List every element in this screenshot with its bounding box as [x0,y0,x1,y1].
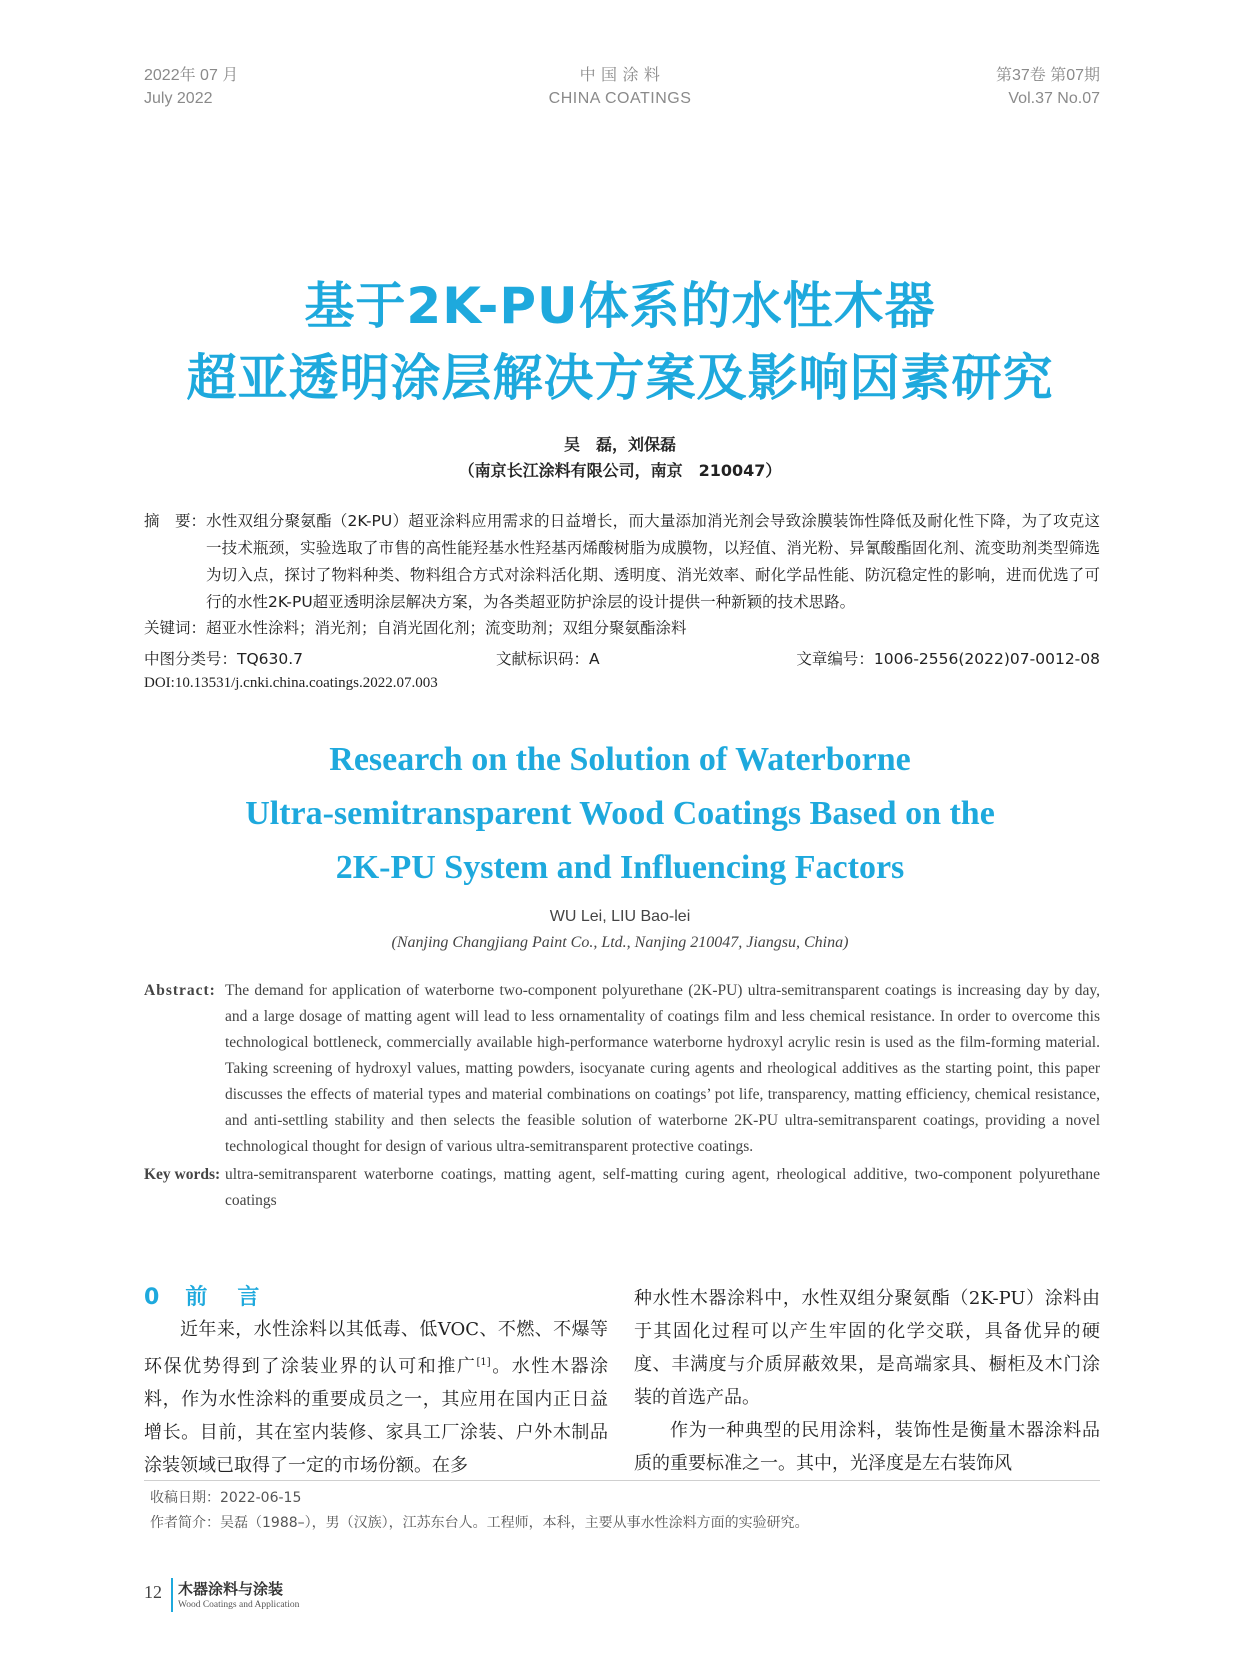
body-paragraph: 作为一种典型的民用涂料，装饰性是衡量木器涂料品质的重要标准之一。其中，光泽度是左右装饰风 [634,1420,1100,1474]
footnote-received: 收稿日期：2022-06-15 [150,1490,302,1506]
body-text: 。水性木器涂料，作为水性涂料的重要成员之一，其应用在国内正日益增长。目前，其在室内装修、家具工厂涂装、户外木制品涂装领域已取得了一定的市场份额。在多 [144,1356,609,1476]
body-text: 近年来，水性涂料以其低毒、低VOC、不燃、不爆等环保优势得到了涂装业界的认可和推广 [144,1319,608,1377]
section-title: 前 言 [185,1285,264,1310]
abstract-cn-label: 摘 要： [144,512,207,530]
title-cn-line1: 基于2K-PU体系的水性木器 [304,277,936,335]
keywords-cn-label: 关键词： [144,619,207,637]
title-cn-line2: 超亚透明涂层解决方案及影响因素研究 [186,349,1054,407]
keywords-en [144,1162,1100,1214]
footnote-author-bio: 作者简介：吴磊（1988–），男（汉族），江苏东台人。工程师，本科，主要从事水性涂料方面的实验研究。 [150,1515,809,1531]
doi: DOI:10.13531/j.cnki.china.coatings.2022.07.003 [144,675,438,691]
abstract-cn-text: 水性双组分聚氨酯（2K-PU）超亚涂料应用需求的日益增长，而大量添加消光剂会导致涂膜装饰性降低及耐化性下降，为了攻克这一技术瓶颈，实验选取了市售的高性能羟基水性羟基丙烯酸树脂为成膜物，以羟值、消光粉、异氰酸酯固化剂、流变助剂类型筛选为切入点，探讨了物料种类、物料组合方式对涂料活化期、透明度、消光效率、耐化学品性能、防沉稳定性的影响，进而优选了可行的水性2K-PU超亚透明涂层解决方案，为各类超亚防护涂层的设计提供一种新颖的技术思路。 [206,512,1100,611]
header-date-cn: 2022年 07 月 [144,67,239,84]
authors-en: WU Lei, LIU Bao-lei [549,908,691,925]
clc-number: 中图分类号：TQ630.7 [144,650,304,668]
body-column-left [144,1313,608,1482]
title-en-line2: Ultra-semitransparent Wood Coatings Based on the [245,795,995,832]
header-journal-cn: 中 国 涂 料 [579,67,661,84]
keywords-en-text: ultra-semitransparent waterborne coatings, matting agent, self-matting curing agent, rheological additive, two-component polyurethane coatings [225,1166,1100,1209]
body-paragraph: 种水性木器涂料中，水性双组分聚氨酯（2K-PU）涂料由于其固化过程可以产生牢固的化学交联，具备优异的硬度、丰满度与介质屏蔽效果，是高端家具、橱柜及木门涂装的首选产品。 [634,1288,1100,1408]
abstract-en [144,978,1100,1160]
affiliation-cn: （南京长江涂料有限公司，南京 210047） [458,461,782,480]
footer-column-en: Wood Coatings and Application [178,1600,300,1610]
document-code: 文献标识码：A [496,650,600,668]
abstract-en-label: Abstract: [144,982,216,999]
footer-column-cn: 木器涂料与涂装 [178,1580,284,1598]
header-volume-cn: 第37卷 第07期 [995,67,1100,84]
keywords-cn-text: 超亚水性涂料；消光剂；自消光固化剂；流变助剂；双组分聚氨酯涂料 [206,619,687,637]
header-volume [996,64,1100,110]
footnote-divider [144,1480,1100,1481]
header-journal [500,64,740,110]
header-date [144,64,238,110]
affiliation-en: (Nanjing Changjiang Paint Co., Ltd., Nanjing 210047, Jiangsu, China) [391,934,849,951]
title-en-line3: 2K-PU System and Influencing Factors [335,849,905,886]
header-volume-en: Vol.37 No.07 [1008,90,1100,107]
page-number: 12 [144,1582,162,1602]
section-heading [144,1280,263,1311]
keywords-en-label: Key words: [144,1166,221,1183]
footer-divider-bar [171,1578,173,1612]
header-date-en: July 2022 [144,90,213,107]
keywords-cn [144,615,1100,642]
abstract-cn [144,508,1100,616]
title-en-line1: Research on the Solution of Waterborne [329,741,911,778]
authors-cn: 吴 磊，刘保磊 [563,435,676,454]
abstract-en-text: The demand for application of waterborne two-component polyurethane (2K-PU) ultra-semitransparent coatings is increasing day by day, and a large dosage of matting agent will lead to less ornamentality of coatings film and less chemical resistance. In order to overcome this technological bottleneck, commercially available high-performance waterborne hydroxyl acrylic resin is used as the film-forming material. Taking screening of hydroxyl values, matting powders, isocyanate curing agents and rheological additives as the starting point, this paper discusses the effects of material types and material combinations on coatings’ pot life, transparency, matting efficiency, chemical resistance, and anti-settling stability and then selects the feasible solution of waterborne 2K-PU ultra-semitransparent coatings, providing a novel technological thought for design of various ultra-semitransparent protective coatings. [225,982,1100,1155]
section-number: 0 [144,1285,164,1310]
citation-ref[interactable]: [1] [476,1357,491,1368]
body-paragraph [144,1313,608,1482]
body-column-right [634,1282,1100,1480]
header-journal-en: CHINA COATINGS [548,90,692,107]
article-number: 文章编号：1006-2556(2022)07-0012-08 [796,650,1100,668]
